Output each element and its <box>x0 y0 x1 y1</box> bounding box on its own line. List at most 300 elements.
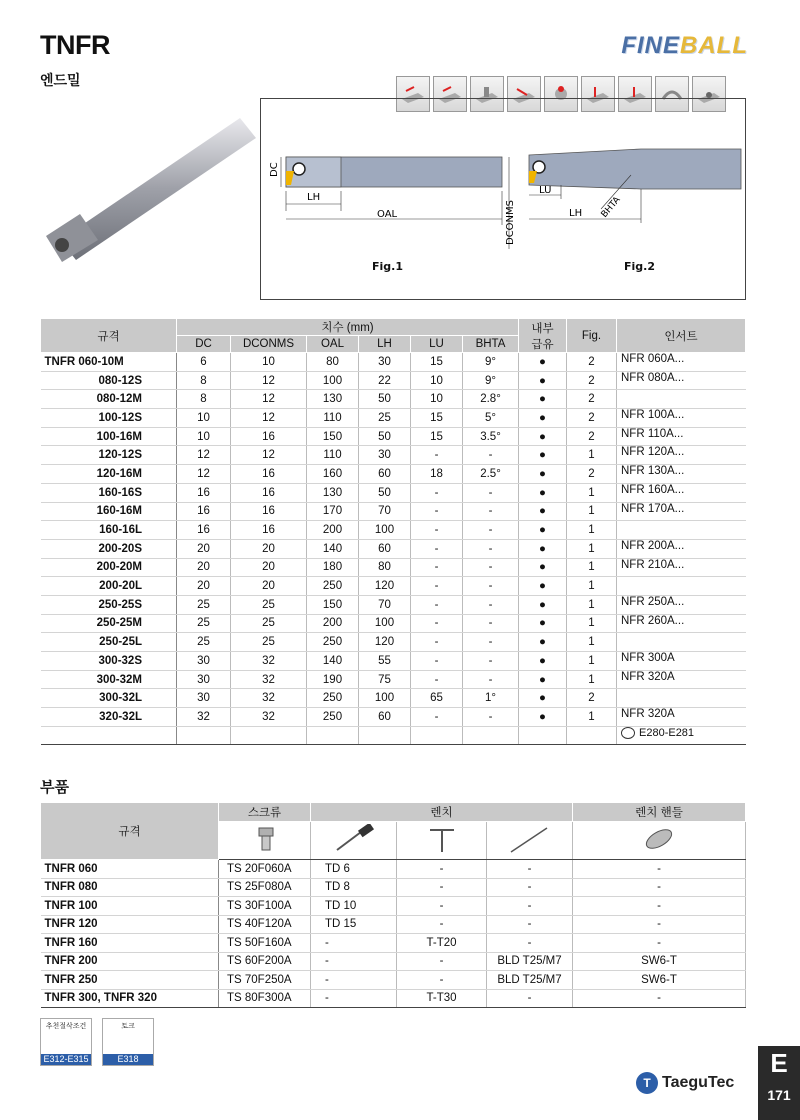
spec-cell: 9° <box>463 353 519 372</box>
bhta-label: BHTA <box>599 195 623 220</box>
fig2-caption: Fig.2 <box>624 260 655 273</box>
spec-cell: 32 <box>231 652 307 671</box>
spec-empty-cell <box>463 726 519 744</box>
spec-cell: 25 <box>177 595 231 614</box>
spec-cell: 10 <box>177 409 231 428</box>
spec-model-cell: 160-16S <box>41 483 177 502</box>
parts-cell: - <box>397 971 487 990</box>
spec-cell: - <box>411 633 463 652</box>
spec-cell: - <box>411 521 463 540</box>
lh2-label: LH <box>569 208 583 219</box>
spec-cell: 60 <box>359 708 411 727</box>
parts-model-cell: TNFR 060 <box>41 860 219 879</box>
parts-cell: SW6-T <box>573 971 746 990</box>
spec-insert-cell: NFR 170A... <box>617 502 746 521</box>
parts-row <box>41 860 746 879</box>
spec-cell: 180 <box>307 558 359 577</box>
spec-insert-cell <box>617 577 746 596</box>
spec-cell: 1 <box>567 708 617 727</box>
endmill-photo <box>40 110 260 270</box>
spec-cell: - <box>411 614 463 633</box>
wrench-handle-icon <box>573 822 746 860</box>
spec-cell: - <box>411 446 463 465</box>
col-oal: OAL <box>307 336 359 353</box>
spec-cell: 16 <box>231 521 307 540</box>
parts-cell: - <box>487 878 573 897</box>
spec-cell: 70 <box>359 502 411 521</box>
spec-row <box>41 371 746 390</box>
spec-model-cell: 300-32S <box>41 652 177 671</box>
l-wrench-icon <box>487 822 573 860</box>
spec-cell: 25 <box>177 614 231 633</box>
spec-insert-cell <box>617 633 746 652</box>
spec-empty-cell <box>567 726 617 744</box>
spec-empty-cell <box>519 726 567 744</box>
col-bhta: BHTA <box>463 336 519 353</box>
cutting-conditions-icon[interactable]: 추천절삭조건 E312-E315 <box>40 1018 92 1066</box>
parts-model-cell: TNFR 200 <box>41 952 219 971</box>
spec-cell: ● <box>519 483 567 502</box>
spec-cell: 2 <box>567 353 617 372</box>
brand-logo: FINEBALL <box>621 32 748 59</box>
parts-model-cell: TNFR 120 <box>41 915 219 934</box>
spec-cell: 1 <box>567 633 617 652</box>
spec-model-cell: 100-16M <box>41 427 177 446</box>
parts-cell: - <box>397 897 487 916</box>
spec-insert-cell: NFR 200A... <box>617 539 746 558</box>
spec-cell: 110 <box>307 409 359 428</box>
spec-row <box>41 652 746 671</box>
spec-cell: - <box>411 595 463 614</box>
spec-cell: 32 <box>231 708 307 727</box>
screwdriver-icon <box>311 822 397 860</box>
spec-cell: 2.5° <box>463 465 519 484</box>
spec-cell: 16 <box>231 427 307 446</box>
spec-row <box>41 465 746 484</box>
logo-mark-icon: T <box>636 1072 658 1094</box>
spec-cell: 30 <box>177 689 231 708</box>
spec-cell: 25 <box>177 633 231 652</box>
spec-cell: 16 <box>177 502 231 521</box>
spec-ref-row <box>41 726 746 744</box>
parts-row <box>41 897 746 916</box>
spec-insert-cell: NFR 320A <box>617 670 746 689</box>
spec-cell: ● <box>519 409 567 428</box>
spec-row <box>41 502 746 521</box>
spec-row <box>41 595 746 614</box>
spec-cell: 25 <box>231 633 307 652</box>
parts-cell: - <box>397 952 487 971</box>
spec-cell: ● <box>519 502 567 521</box>
spec-cell: 20 <box>177 539 231 558</box>
col-dconms: DCONMS <box>231 336 307 353</box>
spec-cell: ● <box>519 577 567 596</box>
spec-insert-cell: NFR 130A... <box>617 465 746 484</box>
parts-cell: - <box>397 915 487 934</box>
spec-cell: 1 <box>567 521 617 540</box>
spec-table <box>40 318 746 745</box>
spec-row <box>41 539 746 558</box>
spec-cell: ● <box>519 708 567 727</box>
page-title: TNFR <box>40 30 110 60</box>
spec-cell: 130 <box>307 483 359 502</box>
parts-cell: TS 20F060A <box>219 860 311 879</box>
spec-cell: ● <box>519 446 567 465</box>
parts-cell: - <box>573 878 746 897</box>
spec-cell: 65 <box>411 689 463 708</box>
spec-insert-cell <box>617 521 746 540</box>
spec-insert-cell: NFR 160A... <box>617 483 746 502</box>
parts-cell: TD 6 <box>311 860 397 879</box>
spec-model-cell: 200-20M <box>41 558 177 577</box>
spec-model-cell: 080-12M <box>41 390 177 409</box>
spec-insert-cell: NFR 060A... <box>617 353 746 372</box>
magnifier-icon <box>621 727 635 739</box>
spec-cell: ● <box>519 465 567 484</box>
lh-label: LH <box>307 192 321 203</box>
spec-cell: ● <box>519 614 567 633</box>
spec-cell: 32 <box>231 670 307 689</box>
spec-cell: 150 <box>307 427 359 446</box>
spec-cell: 150 <box>307 595 359 614</box>
col-lh: LH <box>359 336 411 353</box>
screw-icon <box>219 822 311 860</box>
spec-row <box>41 708 746 727</box>
spec-cell: 16 <box>231 465 307 484</box>
spec-model-cell: 250-25L <box>41 633 177 652</box>
spec-row <box>41 633 746 652</box>
spec-cell: 130 <box>307 390 359 409</box>
spec-row <box>41 409 746 428</box>
parts-row <box>41 934 746 953</box>
parts-model-cell: TNFR 080 <box>41 878 219 897</box>
spec-model-cell: 120-16M <box>41 465 177 484</box>
parts-cell: TS 70F250A <box>219 971 311 990</box>
spec-header-fig: Fig. <box>567 319 617 353</box>
section-tab: E 171 <box>758 1046 800 1120</box>
fig1-caption: Fig.1 <box>372 260 403 273</box>
dconms-label: DCONMS <box>505 199 516 245</box>
spec-model-cell: 160-16M <box>41 502 177 521</box>
spec-cell: 50 <box>359 390 411 409</box>
spec-insert-cell: NFR 110A... <box>617 427 746 446</box>
parts-model-cell: TNFR 160 <box>41 934 219 953</box>
parts-cell: TD 15 <box>311 915 397 934</box>
spec-cell: 30 <box>177 652 231 671</box>
spec-cell: 1 <box>567 670 617 689</box>
spec-cell: 250 <box>307 689 359 708</box>
lu-label: LU <box>539 185 552 196</box>
parts-cell: - <box>487 934 573 953</box>
parts-cell: - <box>487 915 573 934</box>
spec-cell: ● <box>519 670 567 689</box>
parts-row <box>41 915 746 934</box>
spec-cell: 9° <box>463 371 519 390</box>
figure-box <box>260 98 746 300</box>
spec-cell: 16 <box>177 521 231 540</box>
spec-empty-cell <box>231 726 307 744</box>
spec-cell: 1 <box>567 595 617 614</box>
spec-cell: - <box>411 670 463 689</box>
spec-cell: 170 <box>307 502 359 521</box>
spec-cell: 22 <box>359 371 411 390</box>
parts-row <box>41 952 746 971</box>
spec-insert-cell <box>617 689 746 708</box>
spec-insert-cell: NFR 080A... <box>617 371 746 390</box>
spec-cell: - <box>411 539 463 558</box>
parts-cell: TS 30F100A <box>219 897 311 916</box>
parts-cell: - <box>311 952 397 971</box>
spec-cell: 32 <box>231 689 307 708</box>
spec-cell: - <box>463 539 519 558</box>
spec-cell: 100 <box>359 521 411 540</box>
spec-cell: ● <box>519 633 567 652</box>
spec-cell: 250 <box>307 708 359 727</box>
spec-cell: 1 <box>567 652 617 671</box>
spec-cell: 16 <box>231 483 307 502</box>
parts-header-screw: 스크류 <box>219 803 311 822</box>
spec-cell: - <box>411 558 463 577</box>
parts-cell: - <box>573 915 746 934</box>
spec-row <box>41 483 746 502</box>
spec-cell: 1° <box>463 689 519 708</box>
spec-cell: 140 <box>307 539 359 558</box>
spec-cell: 1 <box>567 483 617 502</box>
spec-model-cell: 300-32M <box>41 670 177 689</box>
spec-header-model: 규격 <box>41 319 177 353</box>
spec-empty-cell <box>411 726 463 744</box>
parts-cell: - <box>487 989 573 1008</box>
parts-cell: - <box>573 934 746 953</box>
parts-cell: TS 80F300A <box>219 989 311 1008</box>
footer-icons <box>40 1018 154 1066</box>
spec-cell: 60 <box>359 465 411 484</box>
spec-cell: 8 <box>177 390 231 409</box>
parts-model-cell: TNFR 250 <box>41 971 219 990</box>
torque-icon[interactable]: 토크 E318 <box>102 1018 154 1066</box>
spec-cell: 15 <box>411 427 463 446</box>
spec-model-cell: 250-25S <box>41 595 177 614</box>
spec-cell: - <box>463 633 519 652</box>
page-number: 171 <box>767 1087 791 1103</box>
parts-title: 부품 <box>40 778 69 796</box>
spec-empty-cell <box>177 726 231 744</box>
spec-cell: 12 <box>231 409 307 428</box>
spec-model-cell: 300-32L <box>41 689 177 708</box>
spec-cell: - <box>463 558 519 577</box>
spec-cell: 20 <box>231 539 307 558</box>
parts-cell: TS 40F120A <box>219 915 311 934</box>
spec-cell: 250 <box>307 577 359 596</box>
parts-header-model: 규격 <box>41 803 219 860</box>
spec-row <box>41 390 746 409</box>
parts-cell: TD 8 <box>311 878 397 897</box>
spec-cell: 2 <box>567 371 617 390</box>
spec-cell: 75 <box>359 670 411 689</box>
spec-cell: 10 <box>231 353 307 372</box>
insert-reference-link[interactable]: E280-E281 <box>617 726 746 744</box>
spec-cell: 120 <box>359 633 411 652</box>
spec-cell: 100 <box>359 689 411 708</box>
spec-row <box>41 427 746 446</box>
spec-insert-cell: NFR 260A... <box>617 614 746 633</box>
spec-model-cell: 250-25M <box>41 614 177 633</box>
spec-cell: 25 <box>359 409 411 428</box>
spec-cell: - <box>463 614 519 633</box>
spec-cell: 190 <box>307 670 359 689</box>
parts-cell: TS 50F160A <box>219 934 311 953</box>
spec-insert-cell: NFR 250A... <box>617 595 746 614</box>
spec-row <box>41 670 746 689</box>
spec-cell: - <box>411 483 463 502</box>
spec-cell: - <box>463 670 519 689</box>
spec-cell: - <box>463 521 519 540</box>
spec-cell: ● <box>519 652 567 671</box>
spec-row <box>41 521 746 540</box>
spec-cell: 70 <box>359 595 411 614</box>
spec-cell: - <box>463 446 519 465</box>
parts-row <box>41 878 746 897</box>
spec-cell: - <box>463 483 519 502</box>
spec-cell: 12 <box>231 371 307 390</box>
spec-cell: 20 <box>177 577 231 596</box>
spec-model-cell: 200-20L <box>41 577 177 596</box>
parts-cell: T-T30 <box>397 989 487 1008</box>
spec-cell: ● <box>519 427 567 446</box>
parts-cell: - <box>573 897 746 916</box>
spec-cell: ● <box>519 558 567 577</box>
spec-cell: 2 <box>567 390 617 409</box>
spec-cell: 12 <box>177 465 231 484</box>
spec-cell: 160 <box>307 465 359 484</box>
spec-empty-cell <box>41 726 177 744</box>
spec-cell: ● <box>519 353 567 372</box>
spec-cell: 2 <box>567 409 617 428</box>
spec-empty-cell <box>307 726 359 744</box>
spec-cell: 32 <box>177 708 231 727</box>
spec-cell: - <box>411 708 463 727</box>
spec-row <box>41 689 746 708</box>
spec-header-dims: 치수 (mm) <box>177 319 519 336</box>
spec-cell: 25 <box>231 595 307 614</box>
spec-cell: 2 <box>567 427 617 446</box>
spec-cell: 250 <box>307 633 359 652</box>
spec-cell: 5° <box>463 409 519 428</box>
parts-model-cell: TNFR 100 <box>41 897 219 916</box>
spec-model-cell: 120-12S <box>41 446 177 465</box>
spec-header-coolant: 내부 급유 <box>519 319 567 353</box>
page-subtitle: 엔드밀 <box>40 73 81 89</box>
col-dc: DC <box>177 336 231 353</box>
t-wrench-icon <box>397 822 487 860</box>
spec-cell: 3.5° <box>463 427 519 446</box>
spec-cell: 8 <box>177 371 231 390</box>
spec-cell: 1 <box>567 558 617 577</box>
spec-insert-cell: NFR 320A <box>617 708 746 727</box>
spec-cell: 60 <box>359 539 411 558</box>
spec-cell: 10 <box>177 427 231 446</box>
spec-cell: 2.8° <box>463 390 519 409</box>
parts-table <box>40 802 746 1008</box>
parts-cell: TD 10 <box>311 897 397 916</box>
parts-cell: - <box>573 860 746 879</box>
spec-row <box>41 614 746 633</box>
spec-model-cell: 320-32L <box>41 708 177 727</box>
spec-cell: 110 <box>307 446 359 465</box>
spec-cell: 2 <box>567 465 617 484</box>
parts-model-cell: TNFR 300, TNFR 320 <box>41 989 219 1008</box>
spec-cell: - <box>463 502 519 521</box>
spec-cell: 1 <box>567 539 617 558</box>
parts-cell: - <box>311 934 397 953</box>
spec-cell: 120 <box>359 577 411 596</box>
spec-cell: 80 <box>359 558 411 577</box>
parts-header-handle: 렌치 핸들 <box>573 803 746 822</box>
spec-cell: ● <box>519 595 567 614</box>
spec-cell: 6 <box>177 353 231 372</box>
spec-cell: ● <box>519 390 567 409</box>
spec-cell: 15 <box>411 353 463 372</box>
spec-cell: 200 <box>307 614 359 633</box>
spec-cell: 20 <box>231 577 307 596</box>
spec-row <box>41 353 746 372</box>
spec-cell: 12 <box>177 446 231 465</box>
spec-insert-cell: NFR 100A... <box>617 409 746 428</box>
spec-cell: 10 <box>411 371 463 390</box>
spec-row <box>41 577 746 596</box>
spec-cell: 50 <box>359 483 411 502</box>
spec-insert-cell: NFR 300A <box>617 652 746 671</box>
spec-cell: 30 <box>359 353 411 372</box>
spec-cell: 20 <box>231 558 307 577</box>
spec-insert-cell: NFR 120A... <box>617 446 746 465</box>
spec-cell: - <box>411 502 463 521</box>
spec-cell: - <box>463 577 519 596</box>
spec-cell: 30 <box>177 670 231 689</box>
spec-model-cell: TNFR 060-10M <box>41 353 177 372</box>
spec-cell: - <box>463 708 519 727</box>
spec-cell: 100 <box>359 614 411 633</box>
spec-cell: 55 <box>359 652 411 671</box>
parts-cell: TS 25F080A <box>219 878 311 897</box>
spec-cell: 12 <box>231 446 307 465</box>
spec-cell: ● <box>519 539 567 558</box>
spec-cell: 50 <box>359 427 411 446</box>
spec-cell: 200 <box>307 521 359 540</box>
spec-cell: 1 <box>567 577 617 596</box>
spec-empty-cell <box>359 726 411 744</box>
spec-model-cell: 080-12S <box>41 371 177 390</box>
spec-row <box>41 558 746 577</box>
spec-cell: 15 <box>411 409 463 428</box>
parts-cell: - <box>311 971 397 990</box>
parts-cell: - <box>487 897 573 916</box>
spec-cell: 1 <box>567 502 617 521</box>
parts-cell: SW6-T <box>573 952 746 971</box>
spec-cell: 10 <box>411 390 463 409</box>
parts-cell: TS 60F200A <box>219 952 311 971</box>
spec-cell: - <box>463 652 519 671</box>
spec-cell: ● <box>519 371 567 390</box>
company-logo: T TaeguTec <box>636 1072 734 1094</box>
parts-cell: - <box>397 860 487 879</box>
spec-cell: 1 <box>567 614 617 633</box>
parts-cell: - <box>573 989 746 1008</box>
spec-cell: - <box>411 652 463 671</box>
spec-cell: 16 <box>177 483 231 502</box>
spec-insert-cell <box>617 390 746 409</box>
spec-cell: 140 <box>307 652 359 671</box>
